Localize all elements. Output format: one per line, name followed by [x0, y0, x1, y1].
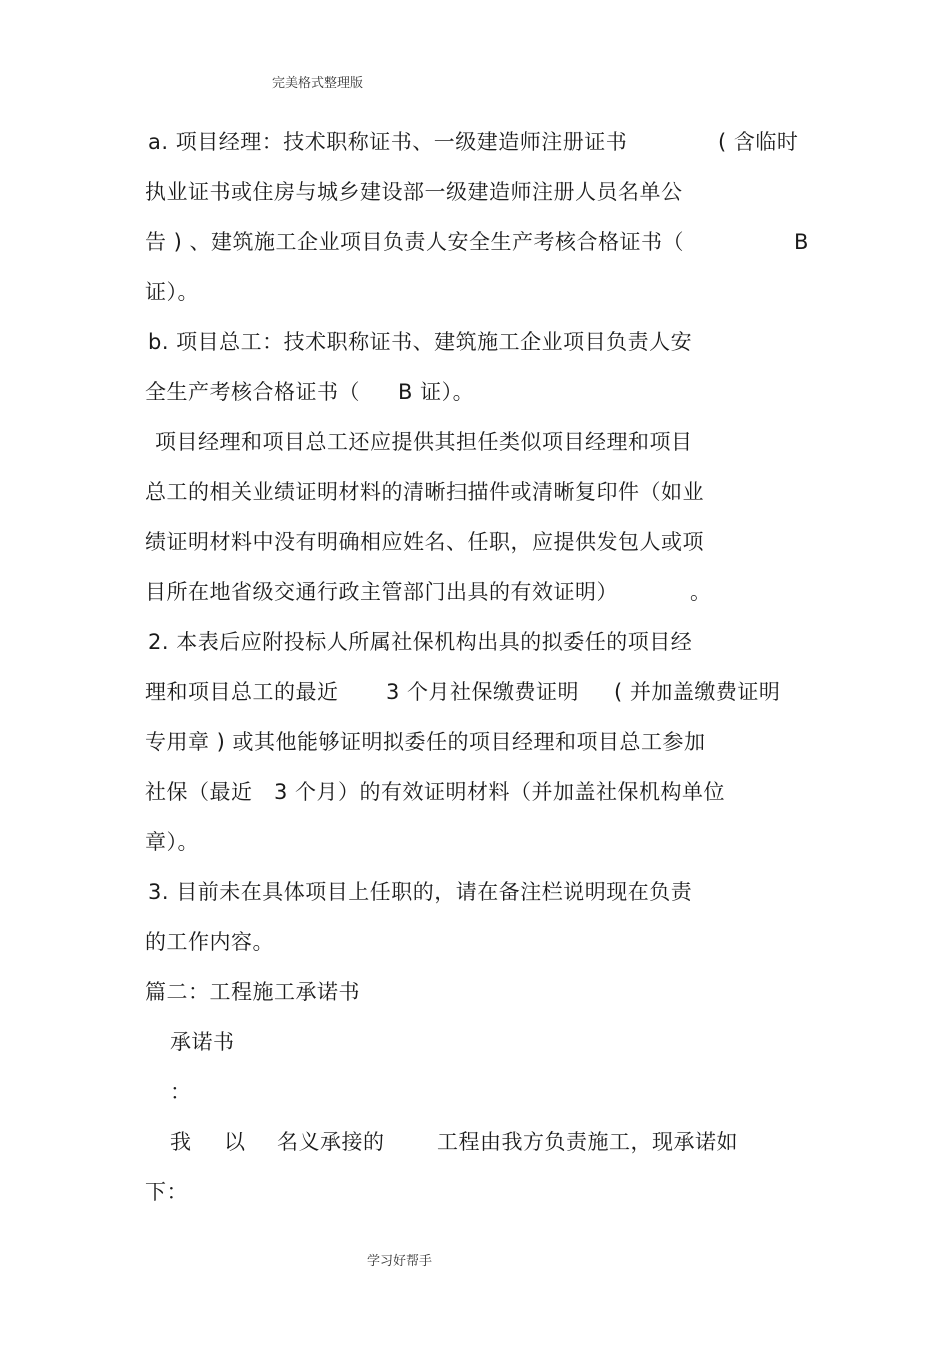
text-line: 3 个月社保缴费证明 — [386, 680, 580, 704]
text-line: ： — [170, 1080, 192, 1104]
section-heading: 篇二：工程施工承诺书 — [145, 980, 360, 1004]
text-line: 总工的相关业绩证明材料的清晰扫描件或清晰复印件（如业 — [145, 480, 704, 504]
text-line: 工程由我方负责施工，现承诺如 — [437, 1130, 738, 1154]
text-line: 2. 本表后应附投标人所属社保机构出具的拟委任的项目经 — [148, 630, 693, 654]
text-line: 项目经理和项目总工还应提供其担任类似项目经理和项目 — [155, 430, 693, 454]
document-title: 承诺书 — [170, 1030, 235, 1054]
text-line: 理和项目总工的最近 — [145, 680, 339, 704]
text-line: 目所在地省级交通行政主管部门出具的有效证明） — [145, 580, 618, 604]
text-line: 下： — [145, 1180, 188, 1204]
page-header: 完美格式整理版 — [272, 76, 364, 91]
text-line: ( 并加盖缴费证明 — [614, 680, 781, 704]
page-footer: 学习好帮手 — [367, 1254, 433, 1269]
text-line: 名义承接的 — [277, 1130, 385, 1154]
text-line: B — [794, 230, 809, 254]
text-line: 章）。 — [145, 830, 199, 854]
text-line: ( 含临时 — [718, 130, 799, 154]
text-line: 的工作内容。 — [145, 930, 274, 954]
text-line: 执业证书或住房与城乡建设部一级建造师注册人员名单公 — [145, 180, 683, 204]
text-line: 社保（最近 — [145, 780, 253, 804]
text-line: 我 — [170, 1130, 192, 1154]
text-line: 3 个月）的有效证明材料（并加盖社保机构单位 — [274, 780, 726, 804]
text-line: b. 项目总工：技术职称证书、建筑施工企业项目负责人安 — [148, 330, 693, 354]
text-line: 绩证明材料中没有明确相应姓名、任职，应提供发包人或项 — [145, 530, 704, 554]
text-line: 证）。 — [145, 280, 199, 304]
text-line: B 证）。 — [398, 380, 475, 404]
text-line: 。 — [690, 580, 712, 604]
text-line: 专用章 ) 或其他能够证明拟委任的项目经理和项目总工参加 — [145, 730, 706, 754]
text-line: a. 项目经理：技术职称证书、一级建造师注册证书 — [148, 130, 628, 154]
text-line: 全生产考核合格证书（ — [145, 380, 360, 404]
text-line: 告 ) 、建筑施工企业项目负责人安全生产考核合格证书（ — [145, 230, 685, 254]
text-line: 以 — [224, 1130, 246, 1154]
text-line: 3. 目前未在具体项目上任职的，请在备注栏说明现在负责 — [148, 880, 693, 904]
